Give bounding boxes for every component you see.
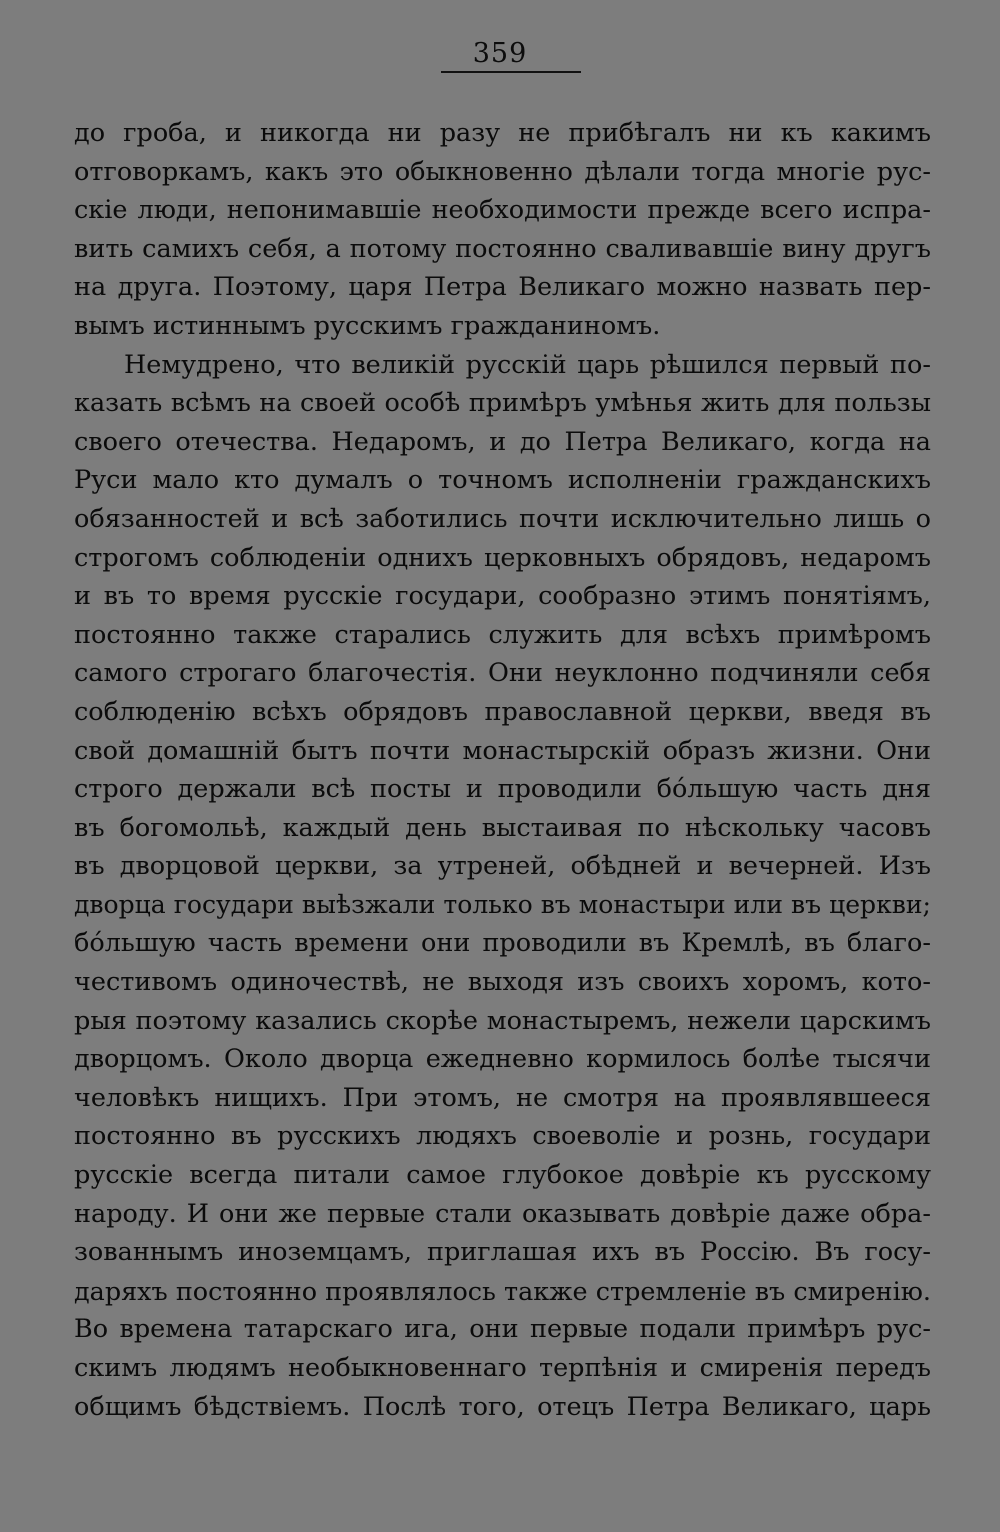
text-line: русскіе всегда питали самое глубокое довѣріе къ русскому xyxy=(74,1160,931,1191)
text-line: отговоркамъ, какъ это обыкновенно дѣлали тогда многіе рус- xyxy=(74,156,931,187)
page-number: 359 xyxy=(472,38,528,69)
text-line: скіе люди, непонимавшіе необходимости прежде всего испра- xyxy=(74,195,931,226)
text-line: свой домашній бытъ почти монастырскій образъ жизни. Они xyxy=(74,735,931,766)
text-line: вымъ истиннымъ русскимъ гражданиномъ. xyxy=(74,310,661,341)
text-line: вить самихъ себя, а потому постоянно сваливавшіе вину другъ xyxy=(74,233,931,264)
text-line: дворцомъ. Около дворца ежедневно кормилось болѣе тысячи xyxy=(74,1044,931,1075)
text-line: человѣкъ нищихъ. При этомъ, не смотря на проявлявшееся xyxy=(74,1082,931,1113)
text-line: честивомъ одиночествѣ, не выходя изъ своихъ хоромъ, кото- xyxy=(74,967,931,998)
text-line: рыя поэтому казались скорѣе монастыремъ, нежели царскимъ xyxy=(74,1005,931,1036)
text-line: постоянно также старались служить для всѣхъ примѣромъ xyxy=(74,619,931,650)
text-line: своего отечества. Недаромъ, и до Петра Великаго, когда на xyxy=(74,426,931,457)
text-line: въ дворцовой церкви, за утреней, обѣдней и вечерней. Изъ xyxy=(74,851,931,882)
body-text xyxy=(74,114,931,1426)
page-number-rule xyxy=(441,71,581,73)
text-line: казать всѣмъ на своей особѣ примѣръ умѣнья жить для пользы xyxy=(74,388,931,419)
text-line: общимъ бѣдствіемъ. Послѣ того, отецъ Петра Великаго, царь xyxy=(74,1391,931,1422)
text-line: зованнымъ иноземцамъ, приглашая ихъ въ Россію. Въ госу- xyxy=(74,1237,931,1268)
text-line: Руси мало кто думалъ о точномъ исполненіи гражданскихъ xyxy=(74,465,931,496)
text-line: строгомъ соблюденіи однихъ церковныхъ обрядовъ, недаромъ xyxy=(74,542,931,573)
text-line: скимъ людямъ необыкновеннаго терпѣнія и смиренія передъ xyxy=(74,1353,931,1383)
text-line: до гроба, и никогда ни разу не прибѣгалъ ни къ какимъ xyxy=(74,118,931,148)
text-line: Немудрено, что великій русскій царь рѣшился первый по- xyxy=(124,349,931,380)
text-line: соблюденію всѣхъ обрядовъ православной церкви, введя въ xyxy=(74,696,931,727)
text-line: Во времена татарскаго ига, они первые подали примѣръ рус- xyxy=(74,1314,931,1345)
text-line: постоянно въ русскихъ людяхъ своеволіе и рознь, государи xyxy=(74,1121,931,1152)
text-line: народу. И они же первые стали оказывать довѣріе даже обра- xyxy=(74,1198,931,1229)
text-line: самого строгаго благочестія. Они неуклонно подчиняли себя xyxy=(74,658,931,689)
text-line: дворца государи выѣзжали только въ монастыри или въ церкви; xyxy=(74,889,931,919)
text-line: и въ то время русскіе государи, сообразно этимъ понятіямъ, xyxy=(74,581,931,612)
text-line: на друга. Поэтому, царя Петра Великаго можно назвать пер- xyxy=(74,272,931,303)
text-line: строго держали всѣ посты и проводили бо́льшую часть дня xyxy=(74,774,931,805)
text-line: даряхъ постоянно проявлялось также стремленіе въ смиренію. xyxy=(74,1275,931,1306)
text-line: бо́льшую часть времени они проводили въ Кремлѣ, въ благо- xyxy=(74,928,931,959)
text-line: въ богомольѣ, каждый день выстаивая по нѣскольку часовъ xyxy=(74,812,931,843)
text-line: обязанностей и всѣ заботились почти исключительно лишь о xyxy=(74,503,931,534)
